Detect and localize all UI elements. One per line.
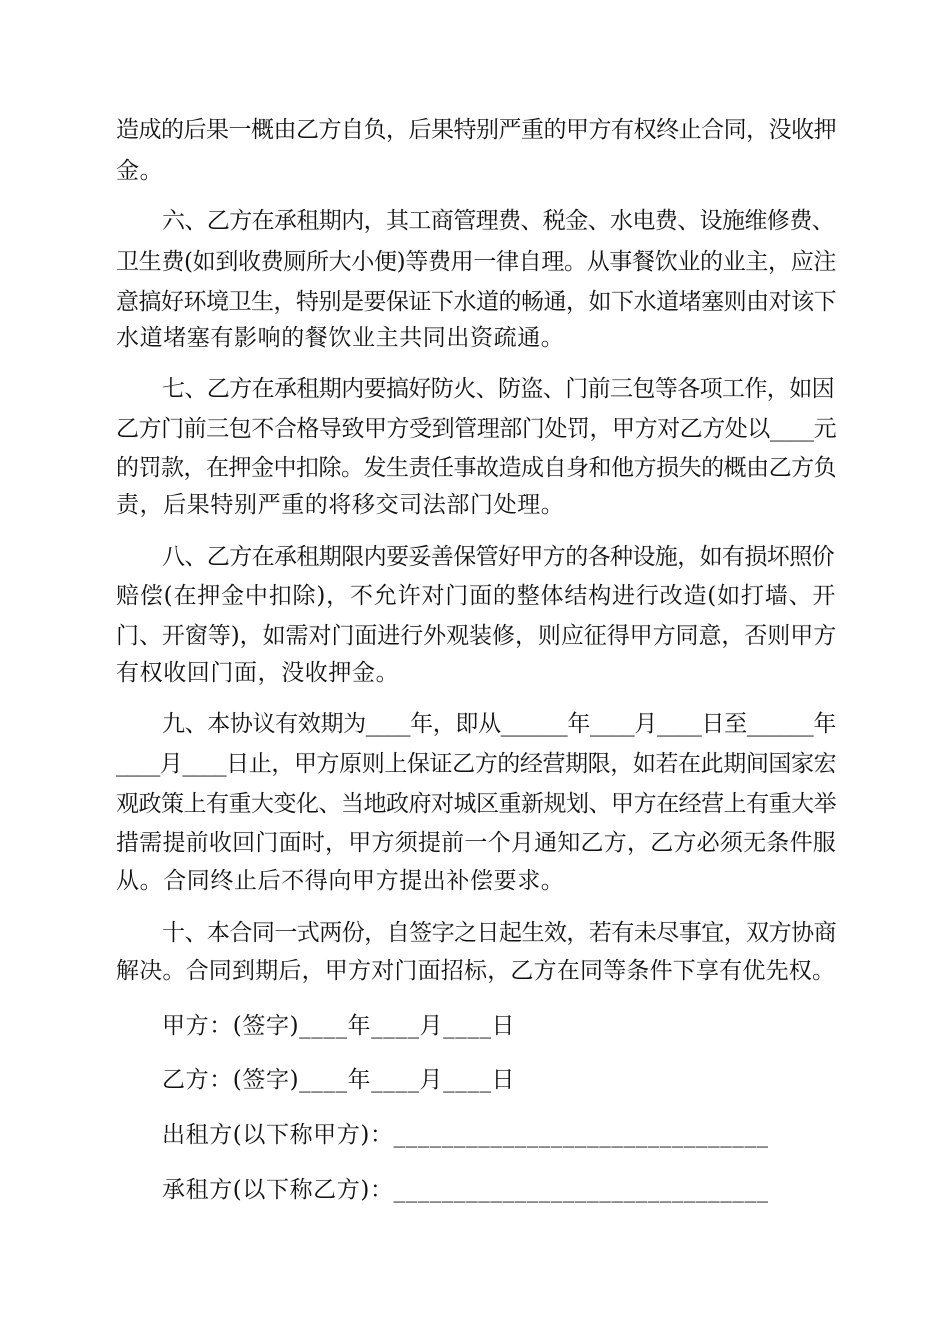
clause-8-line-1: 八、乙方在承租期限内要妥善保管好甲方的各种设施，如有损坏照价	[162, 544, 835, 570]
clause-7-line-2: 乙方门前三包不合格导致甲方受到管理部门处罚，甲方对乙方处以____元	[116, 416, 836, 442]
clause-6-line-3: 意搞好环境卫生，特别是要保证下水道的畅通，如下水道堵塞则由对该下	[116, 289, 836, 315]
clause-5-line-2: 金。	[116, 158, 164, 184]
clause-9-line-1: 九、本协议有效期为____年，即从______年____月____日至______年	[162, 711, 836, 737]
clause-8-line-3: 门、开窗等)，如需对门面进行外观装修，则应征得甲方同意，否则甲方	[116, 623, 836, 649]
clause-7-line-1: 七、乙方在承租期内要搞好防火、防盗、门前三包等各项工作，如因	[162, 376, 835, 402]
clause-6-line-4: 水道堵塞有影响的餐饮业主共同出资疏通。	[116, 325, 565, 351]
clause-9-line-2: ____月____日止，甲方原则上保证乙方的经营期限，如若在此期间国家宏	[116, 751, 836, 777]
clause-5-line-1: 造成的后果一概由乙方自负，后果特别严重的甲方有权终止合同，没收押	[116, 117, 836, 143]
clause-10-line-2: 解决。合同到期后，甲方对门面招标，乙方在同等条件下享有优先权。	[116, 958, 836, 984]
party-b-signature-line: 乙方：(签字)____年____月____日	[162, 1067, 516, 1093]
clause-9-line-5: 从。合同终止后不得向甲方提出补偿要求。	[116, 868, 565, 894]
clause-7-line-3: 的罚款，在押金中扣除。发生责任事故造成自身和他方损失的概由乙方负	[116, 455, 836, 481]
lessee-line: 承租方(以下称乙方)：_______________________________	[162, 1177, 769, 1203]
clause-6-line-2: 卫生费(如到收费厕所大小便)等费用一律自理。从事餐饮业的业主，应注	[116, 249, 836, 275]
clause-10-line-1: 十、本合同一式两份，自签字之日起生效，若有未尽事宜，双方协商	[162, 920, 836, 946]
party-a-signature-line: 甲方：(签字)____年____月____日	[162, 1013, 516, 1039]
clause-6-line-1: 六、乙方在承租期内，其工商管理费、税金、水电费、设施维修费、	[162, 208, 835, 234]
lessor-line: 出租方(以下称甲方)：_______________________________	[162, 1122, 769, 1148]
clause-7-line-4: 责，后果特别严重的将移交司法部门处理。	[116, 492, 565, 518]
clause-8-line-2: 赔偿(在押金中扣除)，不允许对门面的整体结构进行改造(如打墙、开	[116, 583, 836, 609]
clause-9-line-3: 观政策上有重大变化、当地政府对城区重新规划、甲方在经营上有重大举	[116, 791, 836, 817]
clause-8-line-4: 有权收回门面，没收押金。	[116, 660, 400, 686]
clause-9-line-4: 措需提前收回门面时，甲方须提前一个月通知乙方，乙方必须无条件服	[116, 830, 836, 856]
